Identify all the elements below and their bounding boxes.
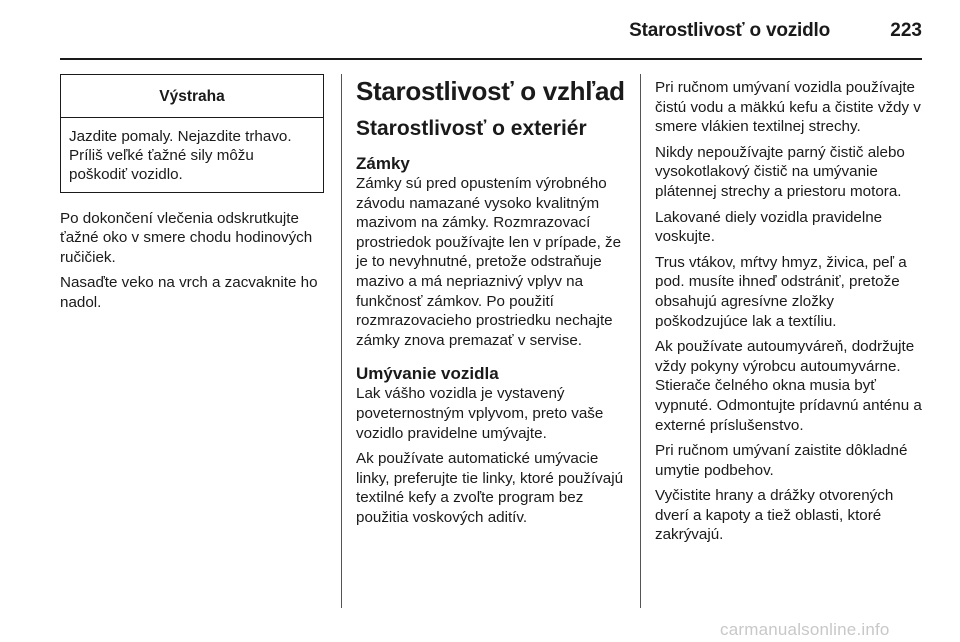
topic-heading-locks: Zámky [356, 154, 410, 173]
paragraph: Po dokončení vlečenia odskrutkujte ťažné oko v smere chodu hodinových ručičiek. [60, 209, 313, 266]
paragraph: Nasaďte veko na vrch a zacvaknite ho nadol. [60, 274, 318, 311]
chapter-title: Starostlivosť o vozidlo [629, 20, 830, 41]
paragraph: Zámky sú pred opustením výrobného závodu namazané vysoko kvalitným mazivom na zámky. Rozmrazovací prostriedok používajte len v prípade, že je to nevyhnutné, pretože odstraňuje mazivo a má nepriaznivý vplyv na funkčnosť zámkov. Po použití rozmrazovacieho prostriedku nechajte zámky znova premazať v servise. [356, 175, 622, 349]
column-middle [356, 76, 626, 534]
paragraph: Lakované diely vozidla pravidelne voskujte. [655, 208, 883, 246]
column-right [655, 78, 925, 551]
paragraph: Ak používate autoumyváreň, dodržujte vždy pokyny výrobcu autoumyvárne. Stierače čelného okna musia byť vypnuté. Odmontujte prídavnú anténu a externé príslušenstvo. [655, 338, 922, 434]
section-heading: Starostlivosť o vzhľad [356, 76, 625, 106]
page-number: 223 [890, 20, 922, 41]
paragraph: Vyčistite hrany a drážky otvorených dverí a kapoty a tiež oblasti, ktoré zakrývajú. [655, 487, 894, 544]
paragraph: Trus vtákov, mŕtvy hmyz, živica, peľ a pod. musíte ihneď odstrániť, pretože obsahujú agresívne zložky poškodzujúce lak a textíliu. [655, 253, 907, 330]
paragraph: Nikdy nepoužívajte parný čistič alebo vysokotlakový čistič na umývanie plátennej strechy a priestoru motora. [655, 143, 905, 200]
paragraph: Lak vášho vozidla je vystavený poveternostným vplyvom, preto vaše vozidlo pravidelne umývajte. [356, 385, 604, 442]
warning-box [60, 74, 324, 193]
column-divider-2 [640, 74, 641, 608]
page-header [60, 10, 922, 54]
column-divider-1 [341, 74, 342, 608]
subsection-heading: Starostlivosť o exteriér [356, 117, 587, 140]
topic-heading-washing: Umývanie vozidla [356, 364, 499, 384]
paragraph: Pri ručnom umývaní vozidla používajte čistú vodu a mäkkú kefu a čistite vždy v smere vlákien textilnej strechy. [655, 79, 921, 136]
paragraph: Pri ručnom umývaní zaistite dôkladné umytie podbehov. [655, 442, 908, 479]
header-rule [60, 58, 922, 60]
watermark: carmanualsonline.info [720, 620, 890, 639]
warning-title: Výstraha [61, 75, 323, 118]
column-left [60, 74, 325, 319]
paragraph: Ak používate automatické umývacie linky, preferujte tie linky, ktoré používajú textilné kefy a zvoľte program bez použitia voskových aditív. [356, 450, 624, 526]
warning-text: Jazdite pomaly. Nejazdite trhavo. Príliš veľké ťažné sily môžu poškodiť vozidlo. [69, 127, 292, 183]
